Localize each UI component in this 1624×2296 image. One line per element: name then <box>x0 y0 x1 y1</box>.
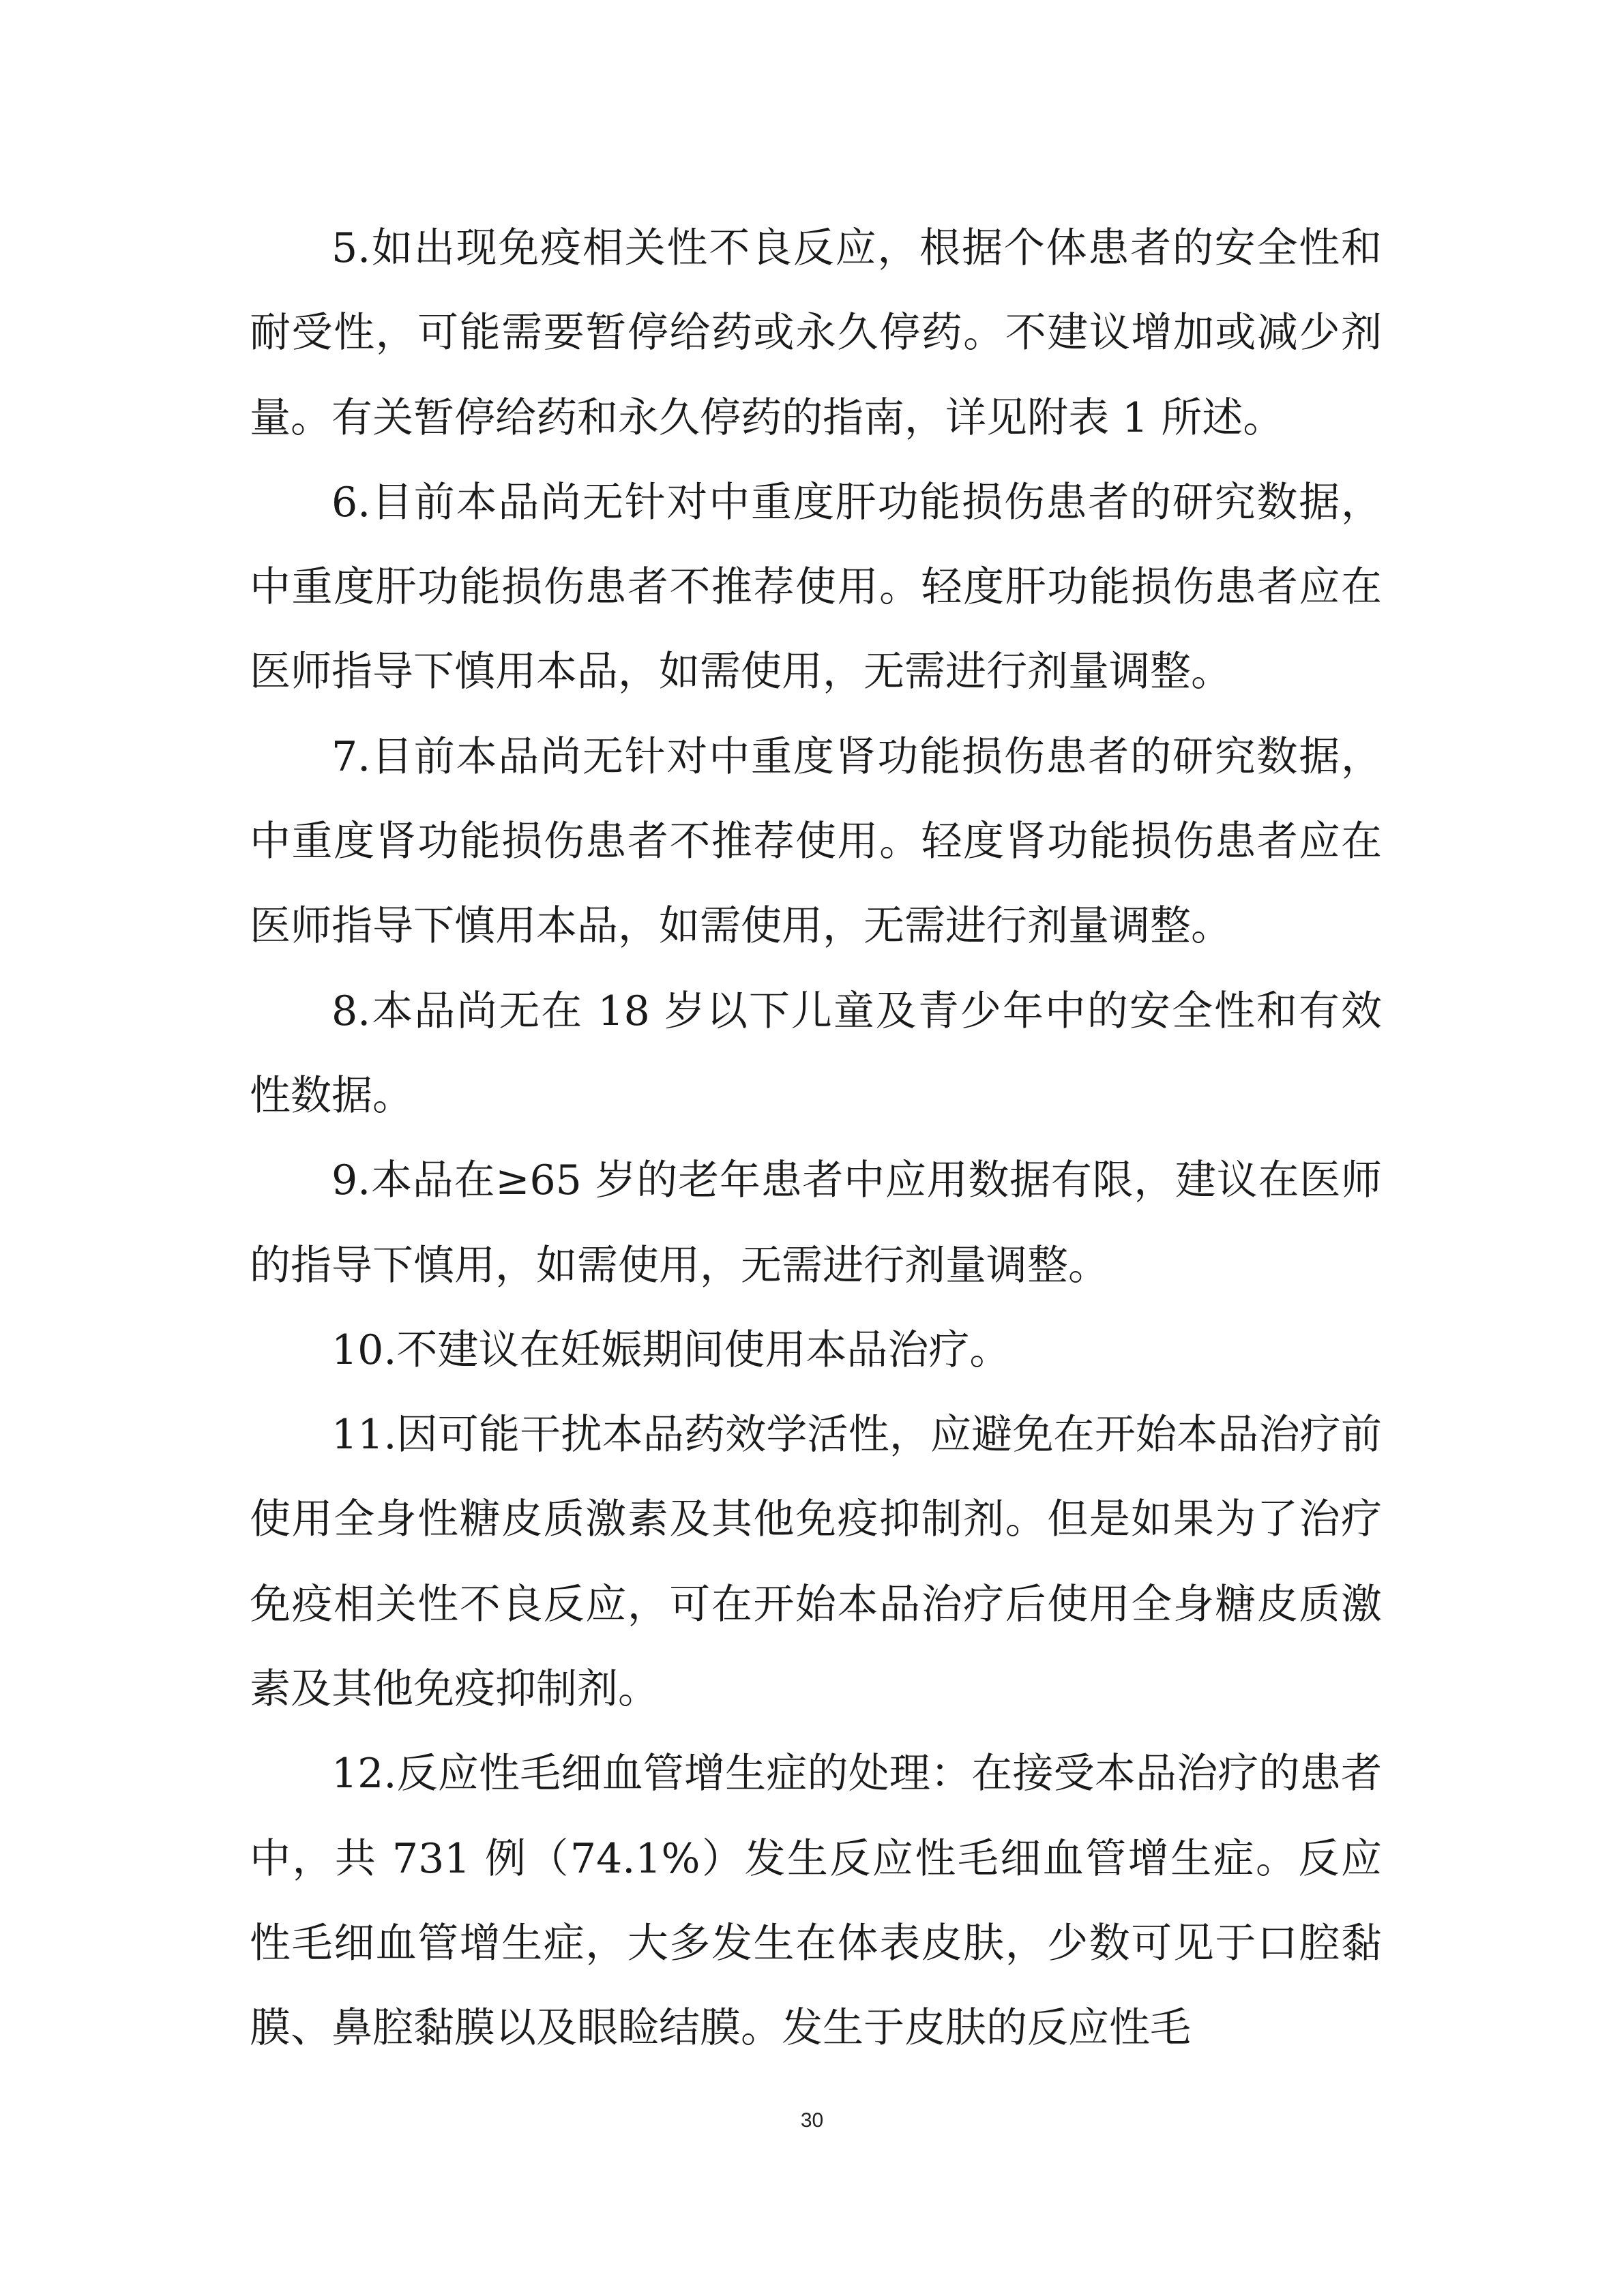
paragraph-item-6: 6.目前本品尚无针对中重度肝功能损伤患者的研究数据，中重度肝功能损伤患者不推荐使用。轻度肝功能损伤患者应在医师指导下慎用本品，如需使用，无需进行剂量调整。 <box>250 478 1382 696</box>
paragraph-item-7: 7.目前本品尚无针对中重度肾功能损伤患者的研究数据，中重度肾功能损伤患者不推荐使用。轻度肾功能损伤患者应在医师指导下慎用本品，如需使用，无需进行剂量调整。 <box>250 732 1382 951</box>
paragraph-item-11: 11.因可能干扰本品药效学活性，应避免在开始本品治疗前使用全身性糖皮质激素及其他免疫抑制剂。但是如果为了治疗免疫相关性不良反应，可在开始本品治疗后使用全身糖皮质激素及其他免疫抑制剂。 <box>250 1411 1382 1714</box>
body-text <box>250 206 1382 2071</box>
paragraph-item-8: 8.本品尚无在 18 岁以下儿童及青少年中的安全性和有效性数据。 <box>250 987 1382 1120</box>
paragraph-item-5: 5.如出现免疫相关性不良反应，根据个体患者的安全性和耐受性，可能需要暂停给药或永久停药。不建议增加或减少剂量。有关暂停给药和永久停药的指南，详见附表 1 所述。 <box>250 224 1382 442</box>
paragraph-item-9: 9.本品在≥65 岁的老年患者中应用数据有限，建议在医师的指导下慎用，如需使用，无需进行剂量调整。 <box>250 1157 1382 1289</box>
page-number: 30 <box>800 2109 824 2132</box>
paragraph-item-12: 12.反应性毛细血管增生症的处理：在接受本品治疗的患者中，共 731 例（74.1%）发生反应性毛细血管增生症。反应性毛细血管增生症，大多发生在体表皮肤，少数可见于口腔黏膜、鼻腔黏膜以及眼睑结膜。发生于皮肤的反应性毛 <box>250 1750 1382 2053</box>
paragraph-item-10: 10.不建议在妊娠期间使用本品治疗。 <box>331 1326 1011 1374</box>
